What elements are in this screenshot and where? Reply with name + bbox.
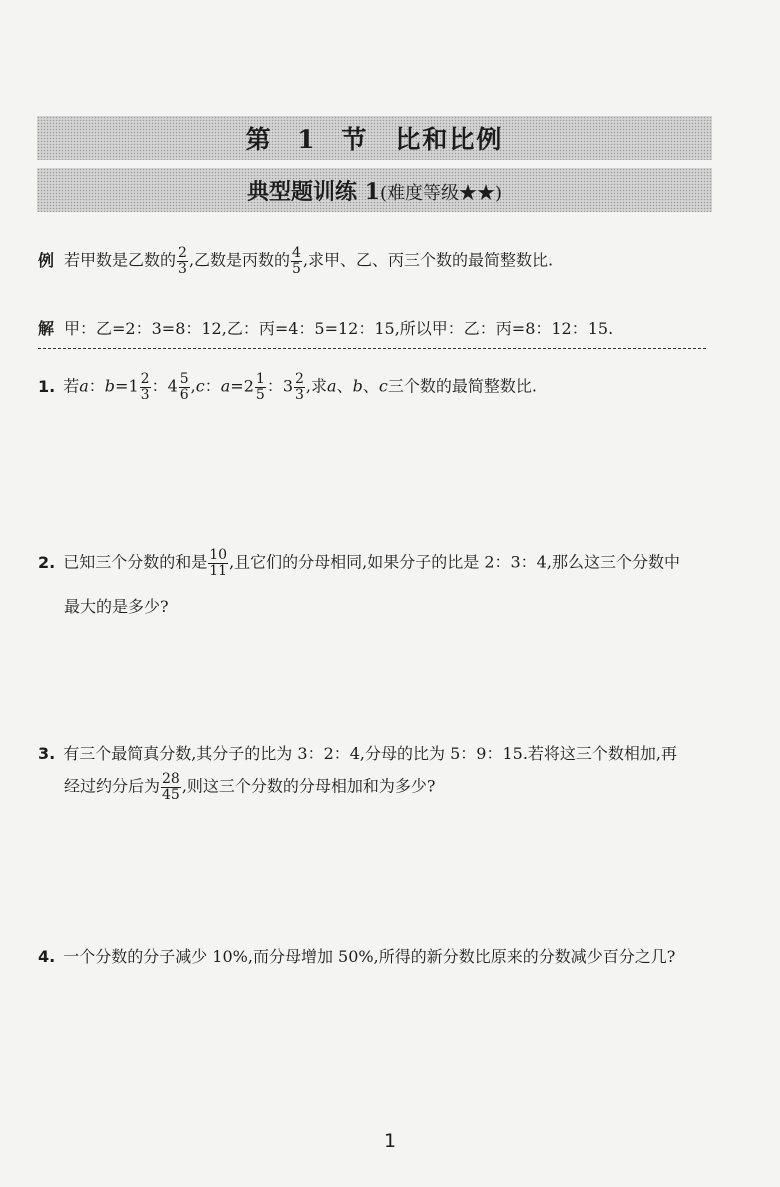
example-label: 例 <box>38 250 55 270</box>
variable-c: c <box>378 376 388 396</box>
problem-2 <box>38 548 680 578</box>
problem-2-line-2 <box>64 594 169 617</box>
problem-text: 最大的是多少? <box>64 597 169 616</box>
fraction-numerator: 2 <box>140 371 150 387</box>
problem-text: , <box>190 376 196 396</box>
problem-number: 2. <box>38 552 56 572</box>
fraction-numerator: 4 <box>292 245 301 261</box>
problem-text: 经过约分后为 <box>64 776 161 796</box>
fraction-numerator: 2 <box>178 245 187 261</box>
problem-text: =2 <box>230 376 254 396</box>
example-text-2: ,乙数是丙数的 <box>188 250 291 270</box>
problem-2-fraction <box>208 548 228 578</box>
problem-text: ：3 <box>266 376 293 396</box>
example-text-1: 若甲数是乙数的 <box>64 250 177 270</box>
fraction-numerator: 5 <box>179 371 189 387</box>
fraction-denominator: 3 <box>178 260 187 277</box>
problem-3-line-2 <box>64 772 436 802</box>
fraction-denominator: 45 <box>162 786 180 803</box>
variable-b: b <box>104 376 116 396</box>
problem-text: ,则这三个分数的分母相加和为多少? <box>181 776 436 796</box>
variable-a: a <box>79 376 89 396</box>
fraction-denominator: 3 <box>295 386 304 403</box>
problem-text: 、 <box>362 376 379 396</box>
problem-text: ,且它们的分母相同,如果分子的比是 2：3：4,那么这三个分数中 <box>229 552 680 572</box>
page-number: 1 <box>383 1130 397 1152</box>
fraction-denominator: 5 <box>292 260 301 277</box>
fraction-denominator: 6 <box>179 386 189 403</box>
fraction-numerator: 2 <box>295 371 304 387</box>
problem-text: 、 <box>336 376 353 396</box>
variable-b: b <box>352 376 363 396</box>
section-title-band <box>37 116 712 160</box>
variable-a: a <box>327 376 337 396</box>
problem-1-fraction-4 <box>294 372 305 402</box>
problem-text: 一个分数的分子减少 10%,而分母增加 50%,所得的新分数比原来的分数减少百分之几? <box>63 947 676 966</box>
training-title-text: 典型题训练 1 <box>246 178 380 205</box>
ratio-colon: ： <box>88 376 105 396</box>
solution-text: 甲：乙=2：3=8：12,乙：丙=4：5=12：15,所以甲：乙：丙=8：12：15. <box>64 319 614 338</box>
problem-number: 1. <box>38 376 56 396</box>
problem-3-fraction <box>161 772 181 802</box>
section-title: 第 1 节 比和比例 <box>245 125 504 154</box>
example-text-3: ,求甲、乙、丙三个数的最简整数比. <box>302 250 554 270</box>
variable-c: c <box>195 376 205 396</box>
problem-text: 若 <box>63 376 80 396</box>
fraction-numerator: 1 <box>255 371 265 387</box>
problem-text: ,求 <box>305 376 328 396</box>
problem-text: 有三个最简真分数,其分子的比为 3：2：4,分母的比为 5：9：15.若将这三个数相加,再 <box>63 744 677 763</box>
problem-4 <box>38 944 675 967</box>
fraction-numerator: 10 <box>209 547 228 563</box>
example-fraction-1 <box>177 246 188 276</box>
fraction-denominator: 5 <box>255 386 265 403</box>
difficulty-rating: (难度等级★★) <box>379 182 502 204</box>
problem-text: =1 <box>115 376 139 396</box>
problem-1-fraction-2 <box>179 372 190 402</box>
problem-1-fraction-1 <box>140 372 151 402</box>
variable-a: a <box>220 376 231 396</box>
problem-3 <box>38 741 677 764</box>
problem-1-fraction-3 <box>255 372 266 402</box>
problem-number: 4. <box>38 947 56 966</box>
training-title-band <box>37 168 712 212</box>
problem-text: 已知三个分数的和是 <box>63 552 208 572</box>
problem-text: 三个数的最简整数比. <box>387 376 537 396</box>
solution-line <box>38 316 613 339</box>
problem-number: 3. <box>38 744 56 763</box>
training-title <box>247 175 502 206</box>
fraction-numerator: 28 <box>162 771 180 787</box>
solution-label: 解 <box>38 319 55 338</box>
problem-text: ：4 <box>151 376 178 396</box>
fraction-denominator: 11 <box>209 562 228 579</box>
ratio-colon: ： <box>204 376 221 396</box>
problem-1 <box>38 372 537 402</box>
fraction-denominator: 3 <box>140 386 150 403</box>
example-fraction-2 <box>291 246 302 276</box>
example-line <box>38 246 553 276</box>
dashed-divider <box>38 348 706 349</box>
